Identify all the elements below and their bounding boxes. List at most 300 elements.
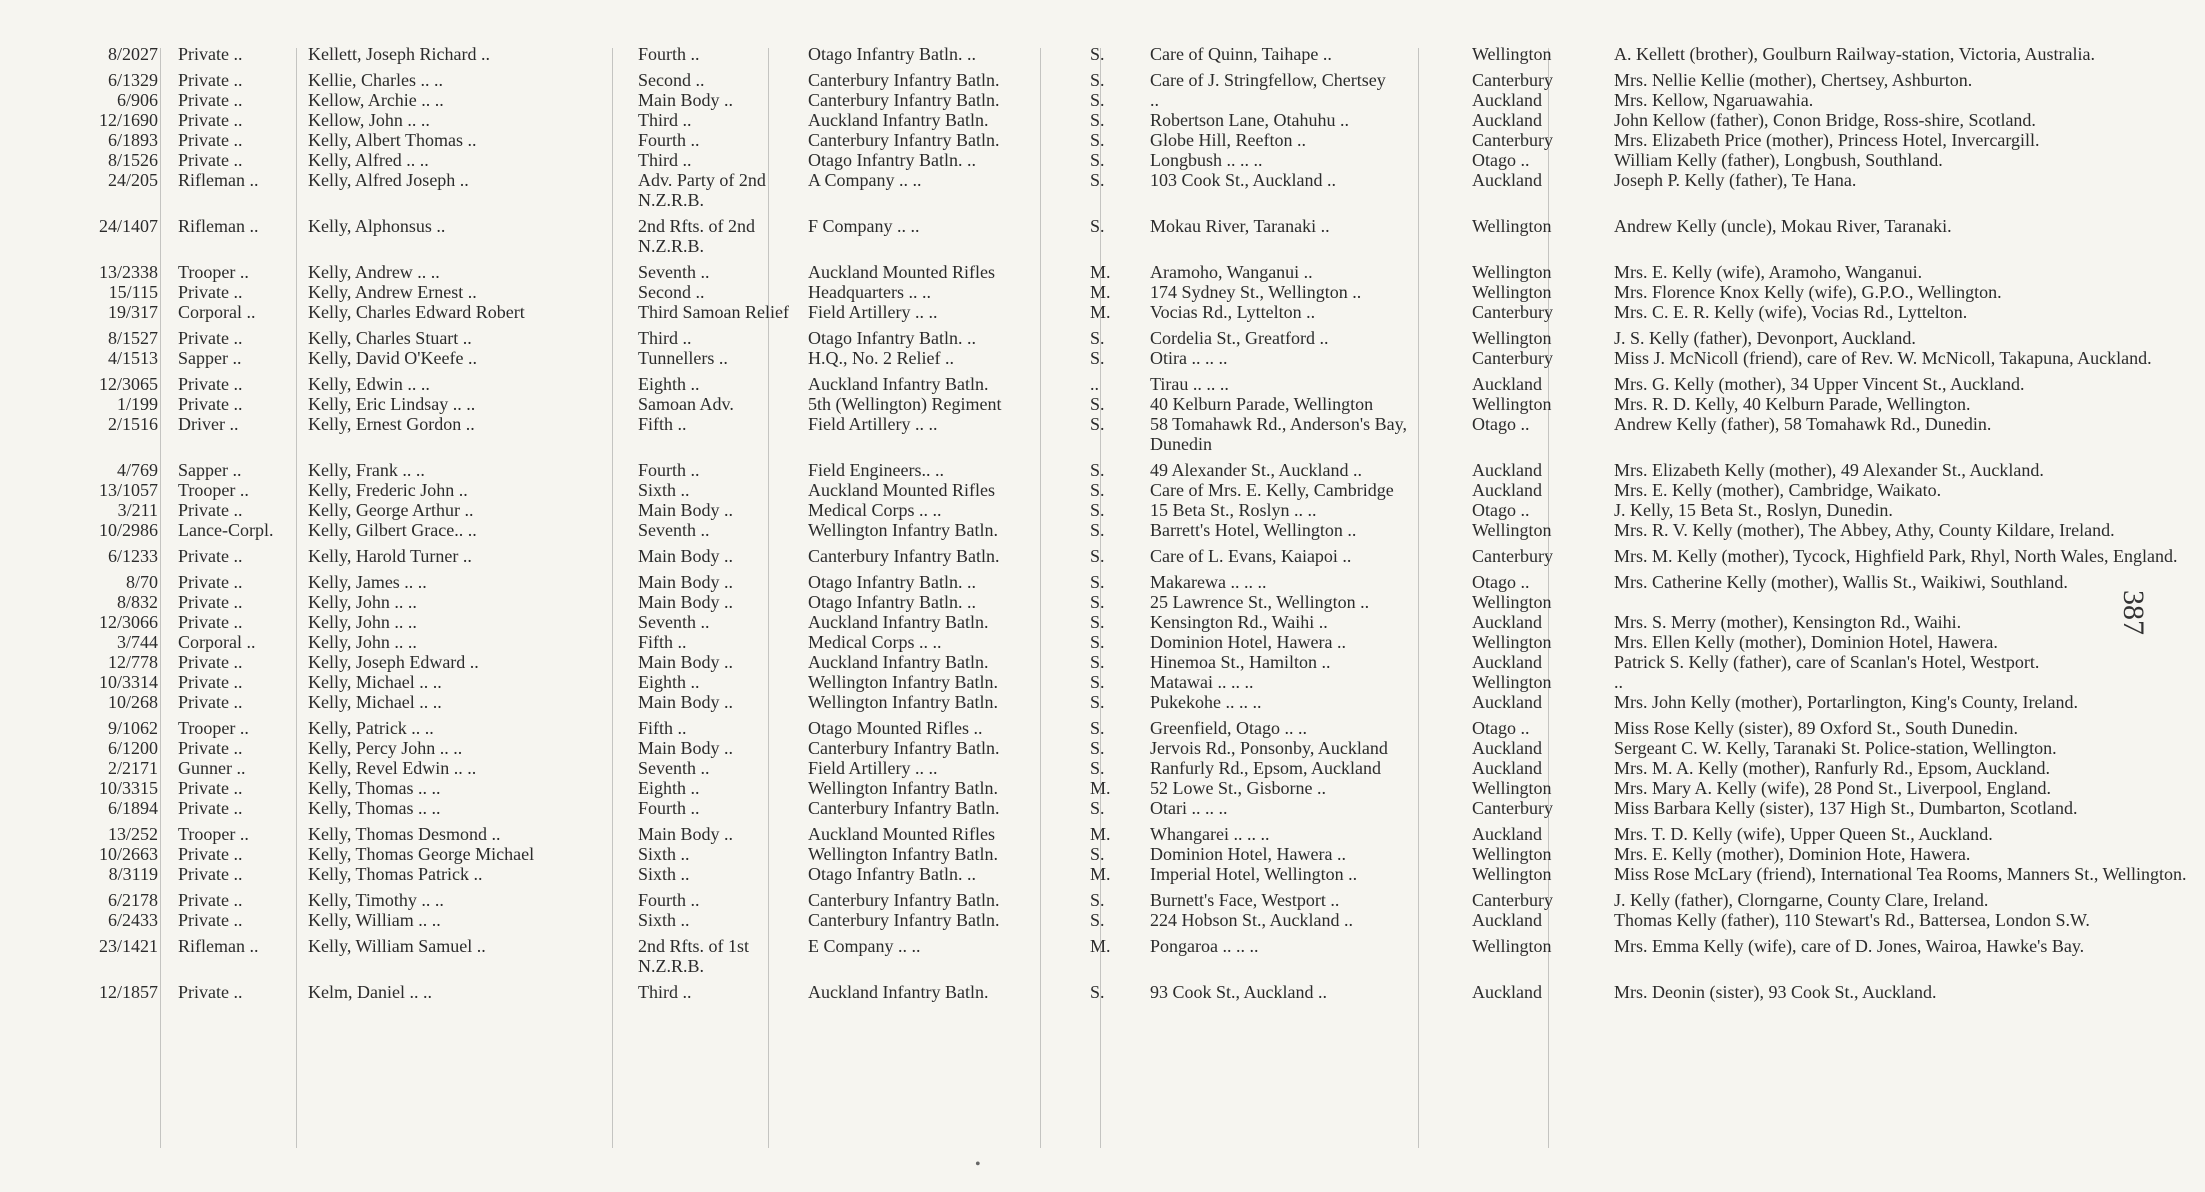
marital-status-cell: M. [1090,302,1111,322]
service-number-cell: 8/1527 [107,328,158,348]
rank-cell: Trooper .. [178,262,249,282]
unit-cell: Otago Infantry Batln. .. [808,44,976,64]
rank-cell: Private .. [178,844,243,864]
draft-cell: Fourth .. [638,798,700,818]
next-of-kin-cell: Miss Rose McLary (friend), International Tea Rooms, Manners St., Wellington. [1614,864,2187,884]
district-cell: Auckland [1472,374,1542,394]
next-of-kin-cell: Miss Barbara Kelly (sister), 137 High St., Dumbarton, Scotland. [1614,798,2078,818]
last-address-cell: 58 Tomahawk Rd., Anderson's Bay, Dunedin [1150,414,1407,454]
unit-cell: Auckland Mounted Rifles [808,824,995,844]
unit-cell: Field Artillery .. .. [808,758,938,778]
marital-status-cell: S. [1090,414,1105,434]
service-number-cell: 10/268 [107,692,158,712]
table-row [40,130,2205,150]
last-address-cell: Burnett's Face, Westport .. [1150,890,1340,910]
rank-cell: Private .. [178,612,243,632]
service-number-cell: 12/1857 [98,982,158,1002]
table-row [40,90,2205,110]
marital-status-cell: S. [1090,480,1105,500]
unit-cell: Wellington Infantry Batln. [808,844,999,864]
next-of-kin-cell: Miss Rose Kelly (sister), 89 Oxford St., South Dunedin. [1614,718,2018,738]
table-row [40,566,2205,592]
last-address-cell: Cordelia St., Greatford .. [1150,328,1329,348]
next-of-kin-cell: Mrs. John Kelly (mother), Portarlington, King's County, Ireland. [1614,692,2079,712]
next-of-kin-cell: Mrs. Elizabeth Price (mother), Princess Hotel, Invercargill. [1614,130,2040,150]
district-cell: Auckland [1472,90,1542,110]
draft-cell: Fourth .. [638,890,700,910]
service-number-cell: 6/906 [116,90,158,110]
soldier-name-cell: Kelly, John .. .. [308,612,417,632]
table-row [40,798,2205,818]
next-of-kin-cell: Joseph P. Kelly (father), Te Hana. [1614,170,1857,190]
marital-status-cell: S. [1090,982,1105,1002]
table-row [40,692,2205,712]
service-number-cell: 6/1893 [107,130,158,150]
rank-cell: Driver .. [178,414,239,434]
table-row [40,322,2205,348]
unit-cell: Headquarters .. .. [808,282,931,302]
service-number-cell: 9/1062 [107,718,158,738]
rank-cell: Private .. [178,546,243,566]
district-cell: Otago .. [1472,150,1530,170]
marital-status-cell: S. [1090,910,1105,930]
marital-status-cell: S. [1090,150,1105,170]
unit-cell: Otago Infantry Batln. .. [808,864,976,884]
soldier-name-cell: Kelly, Ernest Gordon .. [308,414,475,434]
draft-cell: Third .. [638,328,692,348]
next-of-kin-cell: Mrs. Emma Kelly (wife), care of D. Jones, Wairoa, Hawke's Bay. [1614,936,2085,956]
service-number-cell: 10/2986 [98,520,158,540]
service-number-cell: 12/778 [107,652,158,672]
draft-cell: Fourth .. [638,44,700,64]
unit-cell: Wellington Infantry Batln. [808,778,999,798]
soldier-name-cell: Kelly, Eric Lindsay .. .. [308,394,476,414]
last-address-cell: 224 Hobson St., Auckland .. [1150,910,1354,930]
last-address-cell: 52 Lowe St., Gisborne .. [1150,778,1326,798]
district-cell: Otago .. [1472,718,1530,738]
next-of-kin-cell: Mrs. G. Kelly (mother), 34 Upper Vincent St., Auckland. [1614,374,2025,394]
unit-cell: Auckland Infantry Batln. [808,652,989,672]
marital-status-cell: S. [1090,572,1105,592]
rank-cell: Private .. [178,110,243,130]
district-cell: Auckland [1472,612,1542,632]
table-row [40,394,2205,414]
marital-status-cell: S. [1090,692,1105,712]
last-address-cell: 49 Alexander St., Auckland .. [1150,460,1362,480]
table-row [40,612,2205,632]
page-number: 387 [2117,590,2150,635]
soldier-name-cell: Kelly, Charles Edward Robert [308,302,525,322]
last-address-cell: Care of Quinn, Taihape .. [1150,44,1332,64]
service-number-cell: 2/1516 [107,414,158,434]
last-address-cell: Care of J. Stringfellow, Chertsey [1150,70,1386,90]
draft-cell: Fifth .. [638,414,687,434]
soldier-name-cell: Kelly, Thomas Patrick .. [308,864,483,884]
last-address-cell: 174 Sydney St., Wellington .. [1150,282,1362,302]
service-number-cell: 6/1200 [107,738,158,758]
marital-status-cell: S. [1090,612,1105,632]
service-number-cell: 13/252 [107,824,158,844]
soldier-name-cell: Kellett, Joseph Richard .. [308,44,490,64]
soldier-name-cell: Kelly, Michael .. .. [308,692,442,712]
last-address-cell: Pongaroa .. .. .. [1150,936,1259,956]
soldier-name-cell: Kelly, Gilbert Grace.. .. [308,520,477,540]
rank-cell: Trooper .. [178,480,249,500]
printer-mark: • [975,1156,981,1173]
service-number-cell: 24/205 [107,170,158,190]
unit-cell: E Company .. .. [808,936,921,956]
rank-cell: Private .. [178,738,243,758]
table-row [40,256,2205,282]
table-row [40,592,2205,612]
table-row [40,414,2205,454]
soldier-name-cell: Kelly, Timothy .. .. [308,890,444,910]
last-address-cell: Otira .. .. .. [1150,348,1228,368]
next-of-kin-cell: J. S. Kelly (father), Devonport, Auckland. [1614,328,1916,348]
next-of-kin-cell: Mrs. Catherine Kelly (mother), Wallis St., Waikiwi, Southland. [1614,572,2068,592]
table-row [40,818,2205,844]
soldier-name-cell: Kelly, Thomas .. .. [308,778,441,798]
next-of-kin-cell: Mrs. E. Kelly (wife), Aramoho, Wanganui. [1614,262,1923,282]
unit-cell: Canterbury Infantry Batln. [808,546,1000,566]
last-address-cell: Otari .. .. .. [1150,798,1228,818]
service-number-cell: 4/769 [116,460,158,480]
soldier-name-cell: Kelly, Thomas George Michael [308,844,535,864]
marital-status-cell: S. [1090,520,1105,540]
table-row [40,758,2205,778]
draft-cell: Main Body .. [638,90,734,110]
service-number-cell: 6/2433 [107,910,158,930]
draft-cell: Main Body .. [638,692,734,712]
service-number-cell: 6/1894 [107,798,158,818]
rank-cell: Rifleman .. [178,216,259,236]
district-cell: Wellington [1472,632,1552,652]
rank-cell: Private .. [178,572,243,592]
service-number-cell: 12/3065 [98,374,158,394]
table-row [40,672,2205,692]
rank-cell: Corporal .. [178,632,256,652]
draft-cell: Seventh .. [638,758,710,778]
draft-cell: Fourth .. [638,460,700,480]
draft-cell: Seventh .. [638,262,710,282]
marital-status-cell: M. [1090,936,1111,956]
marital-status-cell: S. [1090,90,1105,110]
marital-status-cell: S. [1090,70,1105,90]
service-number-cell: 10/3314 [98,672,158,692]
district-cell: Otago .. [1472,500,1530,520]
marital-status-cell: S. [1090,500,1105,520]
service-number-cell: 19/317 [107,302,158,322]
rank-cell: Private .. [178,150,243,170]
district-cell: Auckland [1472,982,1542,1002]
unit-cell: Otago Infantry Batln. .. [808,150,976,170]
service-number-cell: 10/2663 [98,844,158,864]
next-of-kin-cell: Mrs. T. D. Kelly (wife), Upper Queen St., Auckland. [1614,824,1993,844]
soldier-name-cell: Kelly, George Arthur .. [308,500,474,520]
soldier-name-cell: Kelly, Patrick .. .. [308,718,434,738]
table-row [40,738,2205,758]
district-cell: Auckland [1472,910,1542,930]
last-address-cell: Pukekohe .. .. .. [1150,692,1262,712]
soldier-name-cell: Kelly, David O'Keefe .. [308,348,478,368]
service-number-cell: 8/2027 [107,44,158,64]
rank-cell: Lance-Corpl. [178,520,274,540]
marital-status-cell: S. [1090,44,1105,64]
marital-status-cell: S. [1090,652,1105,672]
table-row [40,864,2205,884]
district-cell: Wellington [1472,216,1552,236]
rank-cell: Private .. [178,44,243,64]
service-number-cell: 15/115 [108,282,158,302]
draft-cell: Adv. Party of 2nd N.Z.R.B. [638,170,766,210]
soldier-name-cell: Kelly, Revel Edwin .. .. [308,758,477,778]
soldier-name-cell: Kelly, Frank .. .. [308,460,425,480]
next-of-kin-cell: Sergeant C. W. Kelly, Taranaki St. Police-station, Wellington. [1614,738,2057,758]
rank-cell: Private .. [178,592,243,612]
marital-status-cell: M. [1090,864,1111,884]
unit-cell: A Company .. .. [808,170,922,190]
service-number-cell: 24/1407 [98,216,158,236]
next-of-kin-cell: Mrs. Nellie Kellie (mother), Chertsey, Ashburton. [1614,70,1973,90]
unit-cell: Auckland Mounted Rifles [808,262,995,282]
table-row [40,454,2205,480]
table-row [40,110,2205,130]
unit-cell: Canterbury Infantry Batln. [808,798,1000,818]
table-row [40,930,2205,976]
table-row [40,844,2205,864]
district-cell: Canterbury [1472,70,1553,90]
service-number-cell: 8/3119 [108,864,158,884]
rank-cell: Private .. [178,282,243,302]
unit-cell: Otago Mounted Rifles .. [808,718,983,738]
district-cell: Wellington [1472,592,1552,612]
rank-cell: Sapper .. [178,348,242,368]
service-number-cell: 6/1329 [107,70,158,90]
last-address-cell: Jervois Rd., Ponsonby, Auckland [1150,738,1388,758]
last-address-cell: 93 Cook St., Auckland .. [1150,982,1328,1002]
rank-cell: Trooper .. [178,824,249,844]
district-cell: Wellington [1472,778,1552,798]
district-cell: Canterbury [1472,348,1553,368]
unit-cell: Field Engineers.. .. [808,460,944,480]
next-of-kin-cell: Patrick S. Kelly (father), care of Scanlan's Hotel, Westport. [1614,652,2040,672]
table-row [40,282,2205,302]
district-cell: Auckland [1472,758,1542,778]
last-address-cell: Greenfield, Otago .. .. [1150,718,1307,738]
rank-cell: Corporal .. [178,302,256,322]
next-of-kin-cell: Mrs. S. Merry (mother), Kensington Rd., Waihi. [1614,612,1962,632]
unit-cell: Wellington Infantry Batln. [808,692,999,712]
unit-cell: Field Artillery .. .. [808,302,938,322]
next-of-kin-cell: .. [1614,672,1623,692]
soldier-name-cell: Kelly, John .. .. [308,592,417,612]
rank-cell: Private .. [178,778,243,798]
rank-cell: Trooper .. [178,718,249,738]
unit-cell: F Company .. .. [808,216,920,236]
roll-body [40,44,2205,1002]
last-address-cell: Barrett's Hotel, Wellington .. [1150,520,1357,540]
district-cell: Auckland [1472,738,1542,758]
next-of-kin-cell: Mrs. Florence Knox Kelly (wife), G.P.O., Wellington. [1614,282,2002,302]
district-cell: Wellington [1472,844,1552,864]
soldier-name-cell: Kelly, Alphonsus .. [308,216,446,236]
next-of-kin-cell: Andrew Kelly (father), 58 Tomahawk Rd., Dunedin. [1614,414,1992,434]
rank-cell: Private .. [178,374,243,394]
district-cell: Auckland [1472,652,1542,672]
draft-cell: Third .. [638,150,692,170]
unit-cell: Canterbury Infantry Batln. [808,910,1000,930]
soldier-name-cell: Kelly, Andrew .. .. [308,262,440,282]
unit-cell: Otago Infantry Batln. .. [808,328,976,348]
district-cell: Otago .. [1472,572,1530,592]
service-number-cell: 6/1233 [107,546,158,566]
district-cell: Wellington [1472,394,1552,414]
next-of-kin-cell: Mrs. M. A. Kelly (mother), Ranfurly Rd., Epsom, Auckland. [1614,758,2050,778]
last-address-cell: Longbush .. .. .. [1150,150,1263,170]
unit-cell: 5th (Wellington) Regiment [808,394,1002,414]
marital-status-cell: S. [1090,890,1105,910]
district-cell: Wellington [1472,328,1552,348]
last-address-cell: Whangarei .. .. .. [1150,824,1270,844]
service-number-cell: 12/3066 [98,612,158,632]
marital-status-cell: S. [1090,460,1105,480]
next-of-kin-cell: J. Kelly (father), Clorngarne, County Clare, Ireland. [1614,890,1989,910]
next-of-kin-cell: John Kellow (father), Conon Bridge, Ross-shire, Scotland. [1614,110,2036,130]
service-number-cell: 2/2171 [107,758,158,778]
soldier-name-cell: Kelly, Thomas .. .. [308,798,441,818]
soldier-name-cell: Kelly, William .. .. [308,910,441,930]
district-cell: Auckland [1472,824,1542,844]
service-number-cell: 8/1526 [107,150,158,170]
unit-cell: Wellington Infantry Batln. [808,520,999,540]
soldier-name-cell: Kelly, Joseph Edward .. [308,652,479,672]
draft-cell: Eighth .. [638,672,700,692]
district-cell: Wellington [1472,262,1552,282]
next-of-kin-cell: Thomas Kelly (father), 110 Stewart's Rd., Battersea, London S.W. [1614,910,2090,930]
draft-cell: Seventh .. [638,612,710,632]
next-of-kin-cell: Mrs. R. V. Kelly (mother), The Abbey, Athy, County Kildare, Ireland. [1614,520,2115,540]
table-row [40,632,2205,652]
last-address-cell: Mokau River, Taranaki .. [1150,216,1330,236]
marital-status-cell: S. [1090,394,1105,414]
marital-status-cell: S. [1090,758,1105,778]
next-of-kin-cell: J. Kelly, 15 Beta St., Roslyn, Dunedin. [1614,500,1893,520]
last-address-cell: 40 Kelburn Parade, Wellington [1150,394,1374,414]
draft-cell: Second .. [638,70,705,90]
nominal-roll-table [40,44,2205,1002]
district-cell: Canterbury [1472,890,1553,910]
draft-cell: Main Body .. [638,738,734,758]
district-cell: Canterbury [1472,302,1553,322]
rank-cell: Private .. [178,864,243,884]
unit-cell: Canterbury Infantry Batln. [808,130,1000,150]
rank-cell: Private .. [178,910,243,930]
last-address-cell: Aramoho, Wanganui .. [1150,262,1313,282]
soldier-name-cell: Kellie, Charles .. .. [308,70,443,90]
last-address-cell: Care of L. Evans, Kaiapoi .. [1150,546,1352,566]
unit-cell: Auckland Infantry Batln. [808,374,989,394]
soldier-name-cell: Kelly, Thomas Desmond .. [308,824,501,844]
soldier-name-cell: Kelly, Edwin .. .. [308,374,430,394]
marital-status-cell: S. [1090,592,1105,612]
unit-cell: Medical Corps .. .. [808,632,942,652]
marital-status-cell: M. [1090,778,1111,798]
next-of-kin-cell: Mrs. Kellow, Ngaruawahia. [1614,90,1814,110]
next-of-kin-cell: Mrs. C. E. R. Kelly (wife), Vocias Rd., Lyttelton. [1614,302,1968,322]
last-address-cell: Imperial Hotel, Wellington .. [1150,864,1358,884]
rank-cell: Private .. [178,798,243,818]
last-address-cell: Kensington Rd., Waihi .. [1150,612,1328,632]
next-of-kin-cell: Mrs. M. Kelly (mother), Tycock, Highfield Park, Rhyl, North Wales, England. [1614,546,2178,566]
next-of-kin-cell: Mrs. Mary A. Kelly (wife), 28 Pond St., Liverpool, England. [1614,778,2051,798]
last-address-cell: Makarewa .. .. .. [1150,572,1267,592]
draft-cell: 2nd Rfts. of 1st N.Z.R.B. [638,936,750,976]
table-row [40,778,2205,798]
next-of-kin-cell: Mrs. Elizabeth Kelly (mother), 49 Alexander St., Auckland. [1614,460,2044,480]
marital-status-cell: M. [1090,824,1111,844]
draft-cell: Main Body .. [638,652,734,672]
draft-cell: Tunnellers .. [638,348,728,368]
table-row [40,480,2205,500]
district-cell: Canterbury [1472,546,1553,566]
rank-cell: Sapper .. [178,460,242,480]
table-row [40,712,2205,738]
next-of-kin-cell: Andrew Kelly (uncle), Mokau River, Taranaki. [1614,216,1952,236]
rank-cell: Private .. [178,692,243,712]
draft-cell: 2nd Rfts. of 2nd N.Z.R.B. [638,216,755,256]
district-cell: Canterbury [1472,798,1553,818]
last-address-cell: Dominion Hotel, Hawera .. [1150,844,1346,864]
last-address-cell: 103 Cook St., Auckland .. [1150,170,1337,190]
district-cell: Wellington [1472,520,1552,540]
table-row [40,170,2205,210]
table-row [40,302,2205,322]
district-cell: Auckland [1472,170,1542,190]
district-cell: Wellington [1472,44,1552,64]
soldier-name-cell: Kelly, Alfred Joseph .. [308,170,469,190]
marital-status-cell: S. [1090,798,1105,818]
soldier-name-cell: Kelly, Michael .. .. [308,672,442,692]
unit-cell: H.Q., No. 2 Relief .. [808,348,954,368]
last-address-cell: Tirau .. .. .. [1150,374,1229,394]
draft-cell: Eighth .. [638,778,700,798]
unit-cell: Auckland Infantry Batln. [808,982,989,1002]
table-row [40,540,2205,566]
district-cell: Auckland [1472,460,1542,480]
soldier-name-cell: Kelly, Andrew Ernest .. [308,282,477,302]
next-of-kin-cell: A. Kellett (brother), Goulburn Railway-station, Victoria, Australia. [1614,44,2095,64]
table-row [40,520,2205,540]
rank-cell: Gunner .. [178,758,246,778]
rank-cell: Private .. [178,890,243,910]
table-row [40,884,2205,910]
rank-cell: Rifleman .. [178,936,259,956]
unit-cell: Otago Infantry Batln. .. [808,572,976,592]
district-cell: Auckland [1472,110,1542,130]
table-row [40,44,2205,64]
last-address-cell: Matawai .. .. .. [1150,672,1254,692]
rank-cell: Private .. [178,90,243,110]
district-cell: Canterbury [1472,130,1553,150]
table-row [40,368,2205,394]
rank-cell: Private .. [178,982,243,1002]
service-number-cell: 13/1057 [98,480,158,500]
district-cell: Wellington [1472,672,1552,692]
last-address-cell: 15 Beta St., Roslyn .. .. [1150,500,1317,520]
next-of-kin-cell: Mrs. Deonin (sister), 93 Cook St., Auckland. [1614,982,1937,1002]
table-row [40,150,2205,170]
service-number-cell: 12/1690 [98,110,158,130]
